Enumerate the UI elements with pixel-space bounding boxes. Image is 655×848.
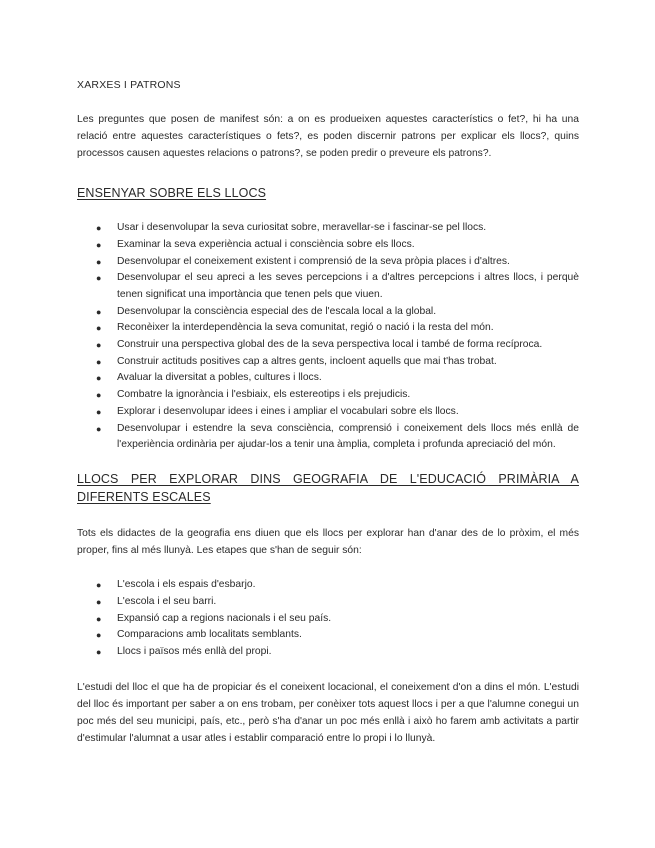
bullet-icon: ● (96, 306, 102, 317)
bullet-icon: ● (96, 356, 102, 367)
list-item: ● Desenvolupar i estendre la seva consciència, comprensió i coneixement dels llocs més enllà de l'experiència ordinària per ajudar-los a tenir una àmplia, completa i profunda apreciació del món. (96, 422, 579, 451)
list-item: ● Comparacions amb localitats semblants. (77, 627, 579, 644)
bullet-icon: ● (96, 423, 102, 434)
paragraph-didactes: Tots els didactes de la geografia ens diuen que els llocs per explorar han d'anar des de lo pròxim, el més proper, fins al més llunyà. Les etapes que s'han de seguir són: (77, 527, 579, 557)
list-item: ● Construir actituds positives cap a altres gents, incloent aquells que mai t'has trobat. (77, 354, 579, 371)
list-item: ● Expansió cap a regions nacionals i el seu país. (77, 611, 579, 628)
bullet-icon: ● (96, 647, 102, 658)
bullet-icon: ● (96, 323, 102, 334)
bullet-icon: ● (96, 273, 102, 284)
bullet-icon: ● (96, 340, 102, 351)
list-item: ● Usar i desenvolupar la seva curiositat sobre, meravellar-se i fascinar-se pel llocs. (77, 220, 579, 237)
bullet-icon: ● (96, 613, 102, 624)
section-title: XARXES I PATRONS (77, 79, 181, 91)
bullet-list-etapes (77, 577, 579, 661)
intro-paragraph: Les preguntes que posen de manifest són: a on es produeixen aquestes característics o fet?, hi ha una relació entre aquestes característiques o fets?, es poden discernir patrons per explicar els llocs?, quins processos causen aquestes relacions o patrons?, se poden predir o preveure els patrons?. (77, 114, 579, 160)
list-item: ● Desenvolupar la consciència especial des de l'escala local a la global. (77, 304, 579, 321)
list-item: ● Construir una perspectiva global des de la seva perspectiva local i també de forma recíproca. (77, 337, 579, 354)
list-item: ● L'escola i el seu barri. (77, 594, 579, 611)
bullet-icon: ● (96, 390, 102, 401)
bullet-icon: ● (96, 223, 102, 234)
bullet-icon: ● (96, 406, 102, 417)
bullet-list-objectives (77, 220, 579, 454)
list-item: ● Combatre la ignorància i l'esbiaix, els estereotips i els prejudicis. (77, 387, 579, 404)
list-item: ● Reconèixer la interdependència la seva comunitat, regió o nació i la resta del món. (77, 320, 579, 337)
bullet-icon: ● (96, 239, 102, 250)
list-item: ● Desenvolupar el seu apreci a les seves percepcions i a d'altres percepcions i altres llocs, i perquè tenen significat una importància que tenen pels que viuen. (96, 272, 579, 300)
heading-llocs-per-explorar: LLOCS PER EXPLORAR DINS GEOGRAFIA DE L'EDUCACIÓ PRIMÀRIA A DIFERENTS ESCALES (77, 471, 579, 505)
list-item: ● L'escola i els espais d'esbarjo. (77, 577, 579, 594)
list-item: ● Llocs i països més enllà del propi. (77, 644, 579, 661)
list-item: ● Examinar la seva experiència actual i consciència sobre els llocs. (77, 237, 579, 254)
heading-ensenyar-sobre-els-llocs: ENSENYAR SOBRE ELS LLOCS (77, 185, 267, 200)
list-item: ● Explorar i desenvolupar idees i eines i ampliar el vocabulari sobre els llocs. (77, 404, 579, 421)
bullet-icon: ● (96, 597, 102, 608)
bullet-icon: ● (96, 256, 102, 267)
list-item: ● Avaluar la diversitat a pobles, cultures i llocs. (77, 370, 579, 387)
bullet-icon: ● (96, 630, 102, 641)
list-item: ● Desenvolupar el coneixement existent i comprensió de la seva pròpia places i d'altres. (77, 254, 579, 271)
bullet-icon: ● (96, 580, 102, 591)
paragraph-estudi-del-lloc: L'estudi del lloc el que ha de propiciar és el coneixent locacional, el coneixement d'on a dins el món. L'estudi del lloc és important per saber a on ens trobam, per conèixer tots aquest llocs i per a que l'alumne conegui un poc més del seu municipi, país, etc., però s'ha d'anar un poc més enllà i això ho farem amb activitats a partir d'estimular l'alumnat a usar atles i establir comparació entre lo propi i lo llunyà. (77, 681, 579, 745)
bullet-icon: ● (96, 373, 102, 384)
